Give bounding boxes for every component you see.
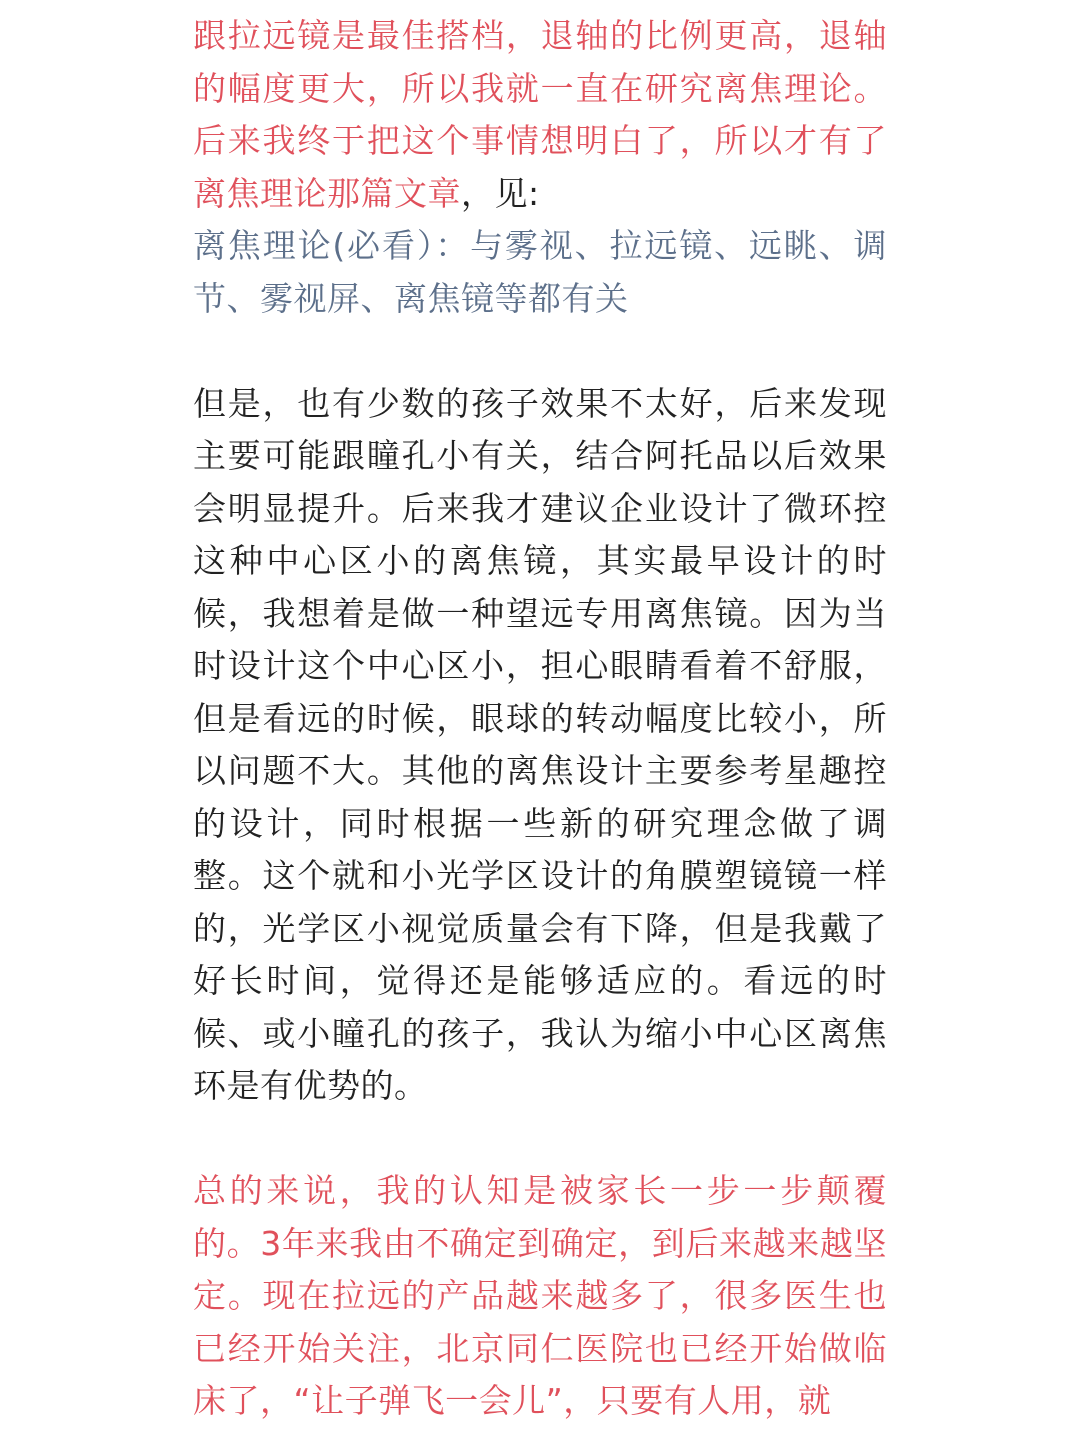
intro-suffix: ，见: [461,173,540,213]
article-link[interactable]: 离焦理论(必看）：与雾视、拉远镜、远眺、调节、雾视屏、离焦镜等都有关 [193,226,887,318]
summary-paragraph: 总的来说，我的认知是被家长一步一步颠覆的。3年来我由不确定到确定，到后来越来越坚定。现在拉远的产品越来越多了，很多医生也已经开始关注，北京同仁医院也已经开始做临床了，“让子弹飞一会儿”，只要有人用，就 [193,1171,887,1420]
paragraph-spacer [193,1113,887,1166]
body-paragraph: 但是，也有少数的孩子效果不太好，后来发现主要可能跟瞳孔小有关，结合阿托品以后效果会明显提升。后来我才建议企业设计了微环控这种中心区小的离焦镜，其实最早设计的时候，我想着是做一种望远专用离焦镜。因为当时设计这个中心区小，担心眼睛看着不舒服，但是看远的时候，眼球的转动幅度比较小，所以问题不大。其他的离焦设计主要参考星趣控的设计，同时根据一些新的研究理念做了调整。这个就和小光学区设计的角膜塑镜镜一样的，光学区小视觉质量会有下降，但是我戴了好长时间，觉得还是能够适应的。看远的时候、或小瞳孔的孩子，我认为缩小中心区离焦环是有优势的。 [193,383,887,1105]
intro-highlight-text: 跟拉远镜是最佳搭档，退轴的比例更高，退轴的幅度更大，所以我就一直在研究离焦理论。后来我终于把这个事情想明白了，所以才有了离焦理论那篇文章 [193,16,887,213]
paragraph-spacer [193,325,887,378]
intro-paragraph [193,10,887,325]
article-body [193,10,887,1428]
